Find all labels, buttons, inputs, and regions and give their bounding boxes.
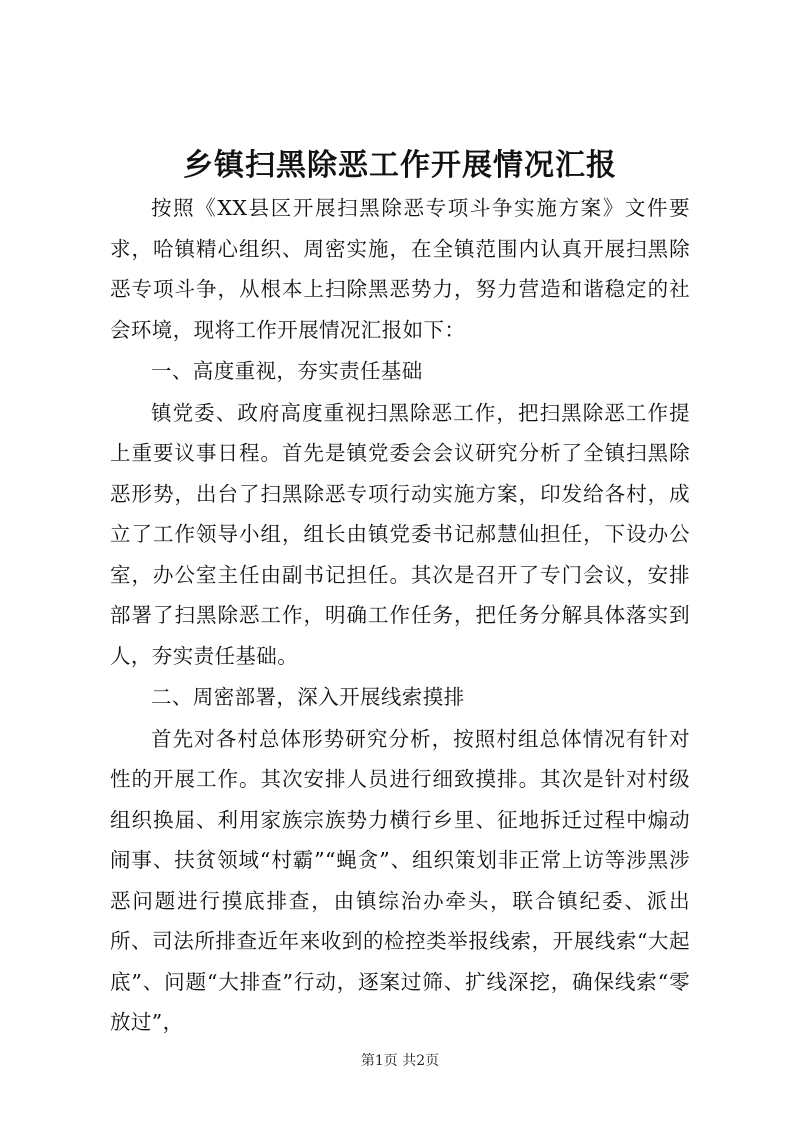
section-heading-2: 二、周密部署，深入开展线索摸排: [151, 685, 465, 709]
section-1-paragraph: 镇党委、政府高度重视扫黑除恶工作，把扫黑除恶工作提上重要议事日程。首先是镇党委会会议研究分析了全镇扫黑除恶形势，出台了扫黑除恶专项行动实施方案，印发给各村，成立了工作领导小组，组长由镇党委书记郝慧仙担任，下设办公室，办公室主任由副书记担任。其次是召开了专门会议，安排部署了扫黑除恶工作，明确工作任务，把任务分解具体落实到人，夯实责任基础。: [110, 400, 690, 668]
document-title: 乡镇扫黑除恶工作开展情况汇报: [183, 148, 617, 183]
section-heading-1: 一、高度重视，夯实责任基础: [151, 359, 423, 383]
section-2-paragraph: 首先对各村总体形势研究分析，按照村组总体情况有针对性的开展工作。其次安排人员进行细致摸排。其次是针对村级组织换届、利用家族宗族势力横行乡里、征地拆迁过程中煽动闹事、扶贫领域“村霸”“蝇贪”、组织策划非正常上访等涉黑涉恶问题进行摸底排查，由镇综治办牵头，联合镇纪委、派出所、司法所排查近年来收到的检控类举报线索，开展线索“大起底”、问题“大排查”行动，逐案过筛、扩线深挖，确保线索“零放过”，: [110, 726, 690, 1034]
page-number-footer: 第1页 共2页: [360, 1053, 440, 1069]
intro-paragraph: 按照《XX县区开展扫黑除恶专项斗争实施方案》文件要求，哈镇精心组织、周密实施，在全镇范围内认真开展扫黑除恶专项斗争，从根本上扫除黑恶势力，努力营造和谐稳定的社会环境，现将工作开展情况汇报如下：: [110, 196, 690, 342]
document-body: [110, 188, 690, 1043]
